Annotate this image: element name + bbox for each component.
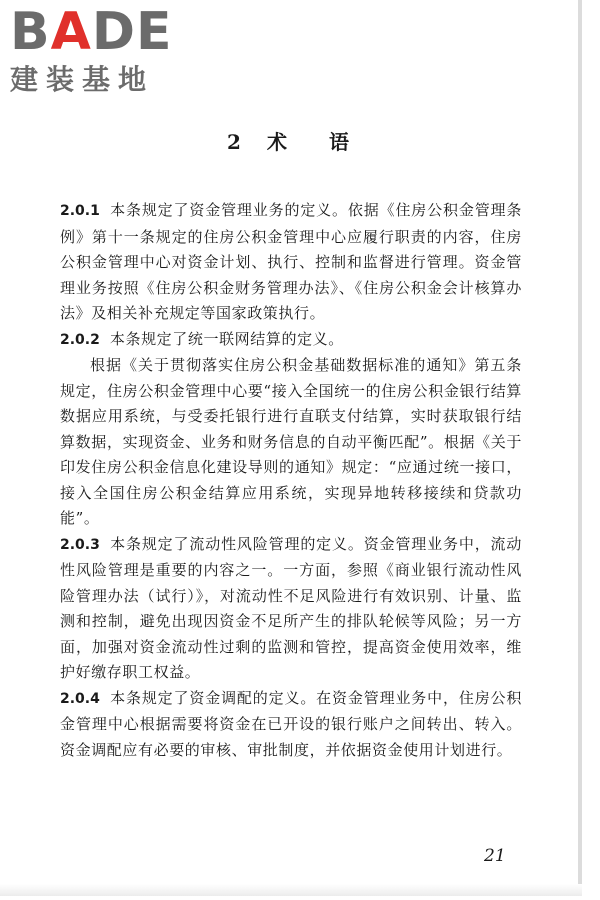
clause-number: 2.0.2 xyxy=(60,331,100,348)
clause-text: 本条规定了资金管理业务的定义。依据《住房公积金管理条例》第十一条规定的住房公积金管理中心应履行职责的内容，住房公积金管理中心对资金计划、执行、控制和监督进行管理。资金管理业务按照《住房公积金财务管理办法》、《住房公积金会计核算办法》及相关补充规定等国家政策执行。 xyxy=(60,201,522,322)
clause-2-0-2-explanation xyxy=(60,353,522,532)
clause-number: 2.0.4 xyxy=(60,690,100,707)
clause-text: 本条规定了统一联网结算的定义。 xyxy=(109,329,344,348)
clause-text: 本条规定了资金调配的定义。在资金管理业务中，住房公积金管理中心根据需要将资金在已开设的银行账户之间转出、转入。资金调配应有必要的审核、审批制度，并依据资金使用计划进行。 xyxy=(60,688,522,759)
clause-text: 本条规定了流动性风险管理的定义。资金管理业务中，流动性风险管理是重要的内容之一。一方面，参照《商业银行流动性风险管理办法（试行）》，对流动性不足风险进行有效识别、计量、监测和控制，避免出现因资金不足所产生的排队轮候等风险；另一方面，加强对资金流动性过剩的监测和管控，提高资金使用效率，维护好缴存职工权益。 xyxy=(60,534,522,681)
page-bottom-shadow xyxy=(0,884,582,896)
clause-2-0-4 xyxy=(60,686,522,764)
clause-2-0-3 xyxy=(60,532,522,686)
logo-wordmark xyxy=(10,2,180,62)
chapter-number: 2 xyxy=(227,130,243,154)
chapter-body xyxy=(60,198,522,763)
page-number: 21 xyxy=(484,846,506,866)
logo-letters-de: DE xyxy=(91,2,173,62)
paragraph-text: 根据《关于贯彻落实住房公积金基础数据标准的通知》第五条规定，住房公积金管理中心要“接入全国统一的住房公积金银行结算数据应用系统，与受委托银行进行直联支付结算，实时获取银行结算数据，实现资金、业务和财务信息的自动平衡匹配”。根据《关于印发住房公积金信息化建设导则的通知》规定：“应通过统一接口，接入全国住房公积金结算应用系统，实现异地转移接续和贷款功能”。 xyxy=(60,356,522,527)
bade-logo xyxy=(10,2,180,96)
page-edge-shadow xyxy=(578,0,582,896)
chapter-title-part-2: 语 xyxy=(328,130,351,154)
clause-2-0-1 xyxy=(60,198,522,327)
clause-2-0-2 xyxy=(60,327,522,354)
clause-number: 2.0.3 xyxy=(60,536,100,553)
logo-subtitle: 建装基地 xyxy=(10,63,155,96)
chapter-heading xyxy=(0,126,578,155)
logo-letter-b: B xyxy=(10,2,51,62)
logo-letter-a-accent: A xyxy=(50,2,92,62)
chapter-title-part-1: 术 xyxy=(266,130,289,154)
clause-number: 2.0.1 xyxy=(60,203,100,219)
